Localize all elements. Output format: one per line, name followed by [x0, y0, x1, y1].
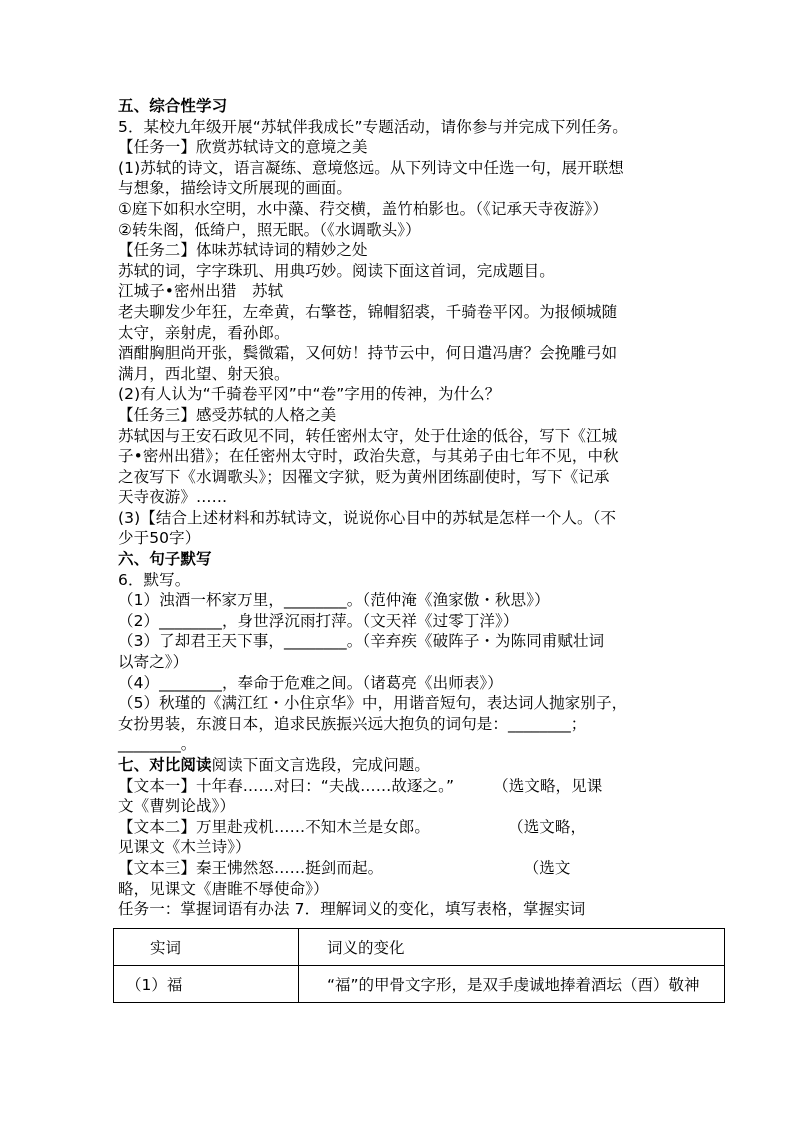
text-line: 苏轼因与王安石政见不同，转任密州太守，处于仕途的低谷，写下《江城	[118, 426, 618, 445]
text-line: 苏轼的词，字字珠玑、用典巧妙。阅读下面这首词，完成题目。	[118, 261, 555, 280]
text-line-rest: 阅读下面文言选段，完成问题。	[211, 756, 431, 774]
text-line: （3）了却君王天下事，________。（辛弃疾《破阵子・为陈同甫赋壮词	[118, 632, 605, 651]
table-header-cell: 实词	[114, 929, 299, 966]
text-line: 天寺夜游》……	[118, 488, 228, 507]
table-header-row	[114, 929, 725, 966]
document-body	[118, 96, 678, 920]
text-line: 与想象，描绘诗文所展现的画面。	[118, 179, 353, 198]
section-heading: 六、句子默写	[118, 550, 212, 569]
text-line: （5）秋瑾的《满江红・小住京华》中，用谐音短句，表达词人抛家别子，	[118, 694, 628, 713]
vocabulary-table	[113, 928, 725, 1003]
text-line: 酒酣胸胆尚开张，鬓微霜，又何妨！持节云中，何日遣冯唐？会挽雕弓如	[118, 344, 618, 363]
text-line: 女扮男装，东渡日本，追求民族振兴远大抱负的词句是：________；	[118, 714, 587, 733]
text-line: 满月，西北望、射天狼。	[118, 364, 290, 383]
text-line: (3)【结合上述材料和苏轼诗文，说说你心目中的苏轼是怎样一个人。（不	[118, 508, 617, 527]
text-line: （1）浊酒一杯家万里，________。（范仲淹《渔家傲・秋思》）	[118, 591, 550, 610]
text-line: 子•密州出猎》；在任密州太守时，政治失意，与其弟子由七年不见，中秋	[118, 447, 619, 466]
text-line: ②转朱阁，低绮户，照无眠。（《水调歌头》）	[118, 220, 421, 239]
text-line: 太守，亲射虎，看孙郎。	[118, 323, 290, 342]
text-line: （4）________，奉命于危难之间。（诸葛亮《出师表》）	[118, 673, 503, 692]
text-line: (1)苏轼的诗文，语言凝练、意境悠远。从下列诗文中任选一句，展开联想	[118, 158, 624, 177]
text-line: （2）________，身世浮沉雨打萍。（文天祥《过零丁洋》）	[118, 611, 519, 630]
text-line: 略，见课文《唐睢不辱使命》）	[118, 879, 329, 898]
text-line: (2)有人认为“千骑卷平冈”中“卷”字用的传神，为什么？	[118, 385, 501, 404]
text-line	[118, 755, 678, 776]
table-cell: “福”的甲骨文字形，是双手虔诚地捧着酒坛（酉）敬神	[299, 966, 725, 1003]
text-line: 之夜写下《水调歌头》；因罹文字狱，贬为黄州团练副使时，写下《记承	[118, 467, 610, 486]
text-line: ________。	[118, 735, 197, 754]
table-row	[114, 966, 725, 1003]
text-line: 【文本二】万里赴戎机……不知木兰是女郎。 （选文略，	[118, 817, 587, 836]
section-heading: 五、综合性学习	[118, 97, 228, 115]
section-heading: 七、对比阅读	[118, 756, 212, 774]
table-header-cell: 词义的变化	[299, 929, 725, 966]
text-line: 6．默写。	[118, 570, 191, 589]
text-line: 江城子•密州出猎 苏轼	[118, 282, 284, 301]
text-line: 见课文《木兰诗》）	[118, 838, 251, 857]
text-line: 【文本三】秦王怫然怒……挺剑而起。 （选文	[118, 858, 571, 877]
text-line: 【文本一】十年春……对曰：“夫战……故逐之。” （选文略，见课	[118, 776, 603, 795]
text-line: 任务一：掌握词语有办法 7．理解词义的变化，填写表格，掌握实词	[118, 900, 586, 919]
table-cell: （1）福	[114, 966, 299, 1003]
text-line: 少于50字）	[118, 529, 201, 548]
text-line: 【任务二】体味苏轼诗词的精妙之处	[118, 241, 368, 260]
text-line: 【任务三】感受苏轼的人格之美	[118, 405, 337, 424]
text-line: 老夫聊发少年狂，左牵黄，右擎苍，锦帽貂裘，千骑卷平冈。为报倾城随	[118, 302, 618, 321]
text-line: 5．某校九年级开展“苏轼伴我成长”专题活动，请你参与并完成下列任务。	[118, 117, 628, 136]
text-line: ①庭下如积水空明，水中藻、荇交横，盖竹柏影也。（《记承天寺夜游》）	[118, 199, 608, 218]
text-line: 【任务一】欣赏苏轼诗文的意境之美	[118, 138, 368, 157]
text-line: 文《曹刿论战》）	[118, 797, 236, 816]
text-line: 以寄之》）	[118, 653, 189, 672]
